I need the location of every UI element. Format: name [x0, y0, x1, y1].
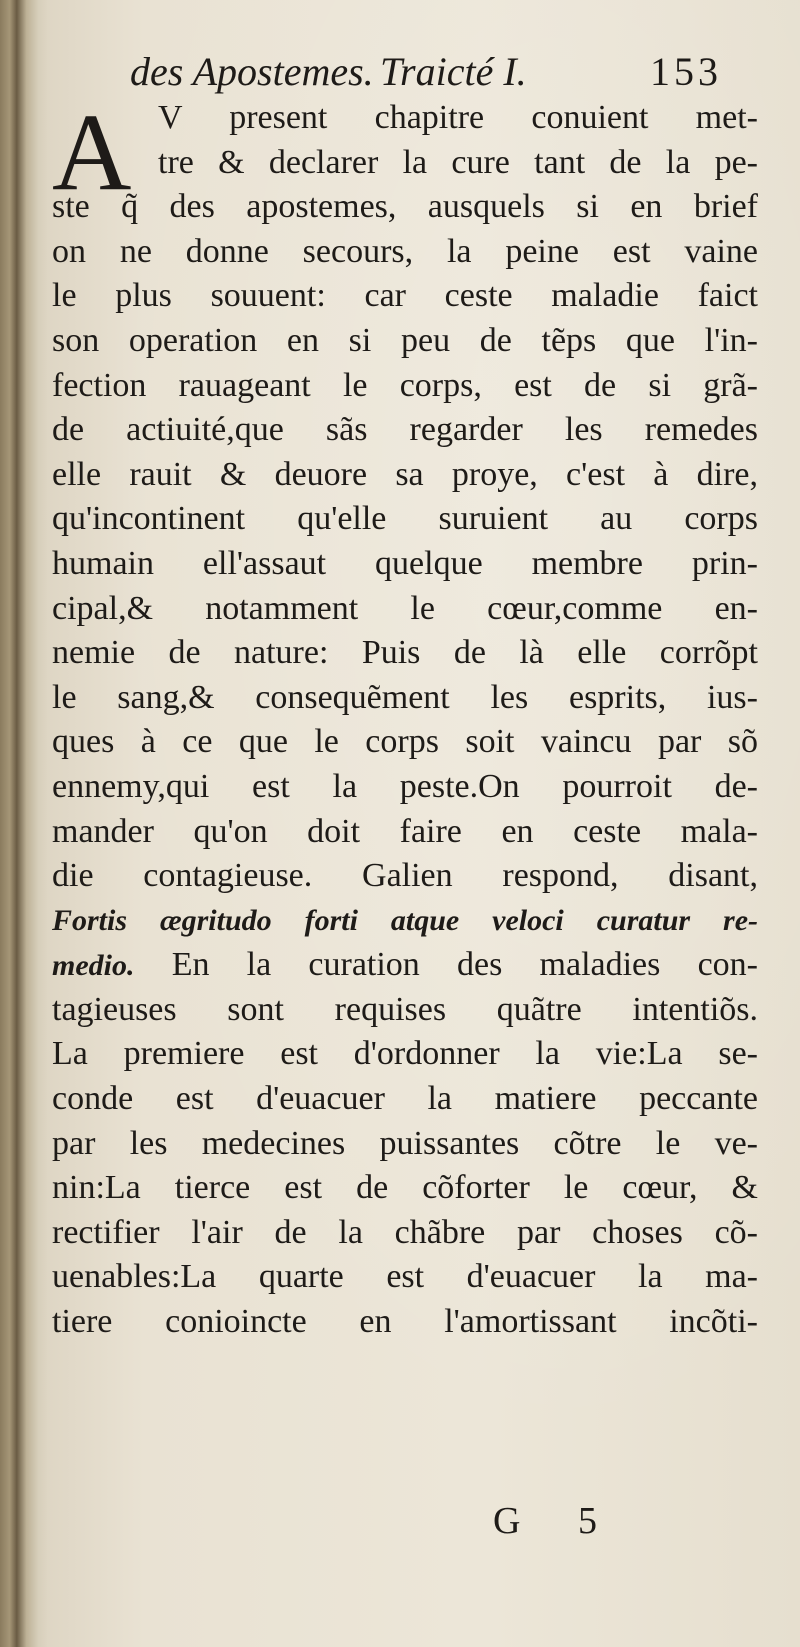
binding-gutter — [0, 0, 48, 1647]
text-line: ennemy,qui est la peste.On pourroit de- — [52, 767, 758, 805]
text-line: son operation en si peu de tẽps que l'in- — [52, 321, 758, 359]
latin-quotation: Fortis ægritudo forti atque veloci curatur re- — [52, 903, 758, 937]
text-line: de actiuité,que sãs regarder les remedes — [52, 411, 758, 449]
text-line: fection rauageant le corps, est de si grã- — [52, 366, 758, 404]
text-line: le sang,& consequẽment les esprits, ius- — [52, 678, 758, 716]
latin-quotation-tail: medio. — [52, 949, 135, 983]
page-number: 153 — [650, 49, 722, 94]
text-line: tiere conioincte en l'amortissant incõti- — [52, 1303, 758, 1341]
text-line: tagieuses sont requises quãtre intentiõs. — [52, 990, 758, 1028]
text-line: conde est d'euacuer la matiere peccante — [52, 1080, 758, 1118]
text-line: tre & declarer la cure tant de la pe- — [158, 143, 758, 181]
text-line: humain ell'assaut quelque membre prin- — [52, 544, 758, 582]
text-line: mander qu'on doit faire en ceste mala- — [52, 812, 758, 850]
text-line: rectifier l'air de la chãbre par choses cõ- — [52, 1213, 758, 1251]
text-line: on ne donne secours, la peine est vaine — [52, 232, 758, 270]
text-line: die contagieuse. Galien respond, disant, — [52, 857, 758, 895]
text-line: nin:La tierce est de cõforter le cœur, & — [52, 1169, 758, 1207]
running-title: des Apostemes. — [130, 49, 374, 94]
text-line-with-latin — [52, 943, 758, 988]
treatise-label: Traicté I. — [380, 49, 527, 94]
text-line: le plus souuent: car ceste maladie faict — [52, 277, 758, 315]
signature-mark: G 5 — [493, 1500, 621, 1542]
text-line: qu'incontinent qu'elle suruient au corps — [52, 500, 758, 538]
text-line: La premiere est d'ordonner la vie:La se- — [52, 1035, 758, 1073]
text-line: ques à ce que le corps soit vaincu par sõ — [52, 723, 758, 761]
text-line: elle rauit & deuore sa proye, c'est à dire, — [52, 455, 758, 493]
drop-cap: A — [52, 91, 132, 213]
body-text — [52, 91, 758, 1345]
running-header — [130, 42, 770, 102]
text-line: V present chapitre conuient met- — [158, 99, 758, 136]
text-line: nemie de nature: Puis de là elle corrõpt — [52, 634, 758, 672]
text-line-continuation: En la curation des maladies con- — [134, 946, 758, 984]
text-line: par les medecines puissantes cõtre le ve- — [52, 1124, 758, 1162]
text-line: ste q̃ des apostemes, ausquels si en brief — [52, 188, 758, 226]
text-line: cipal,& notamment le cœur,comme en- — [52, 589, 758, 627]
text-line: uenables:La quarte est d'euacuer la ma- — [52, 1258, 758, 1296]
